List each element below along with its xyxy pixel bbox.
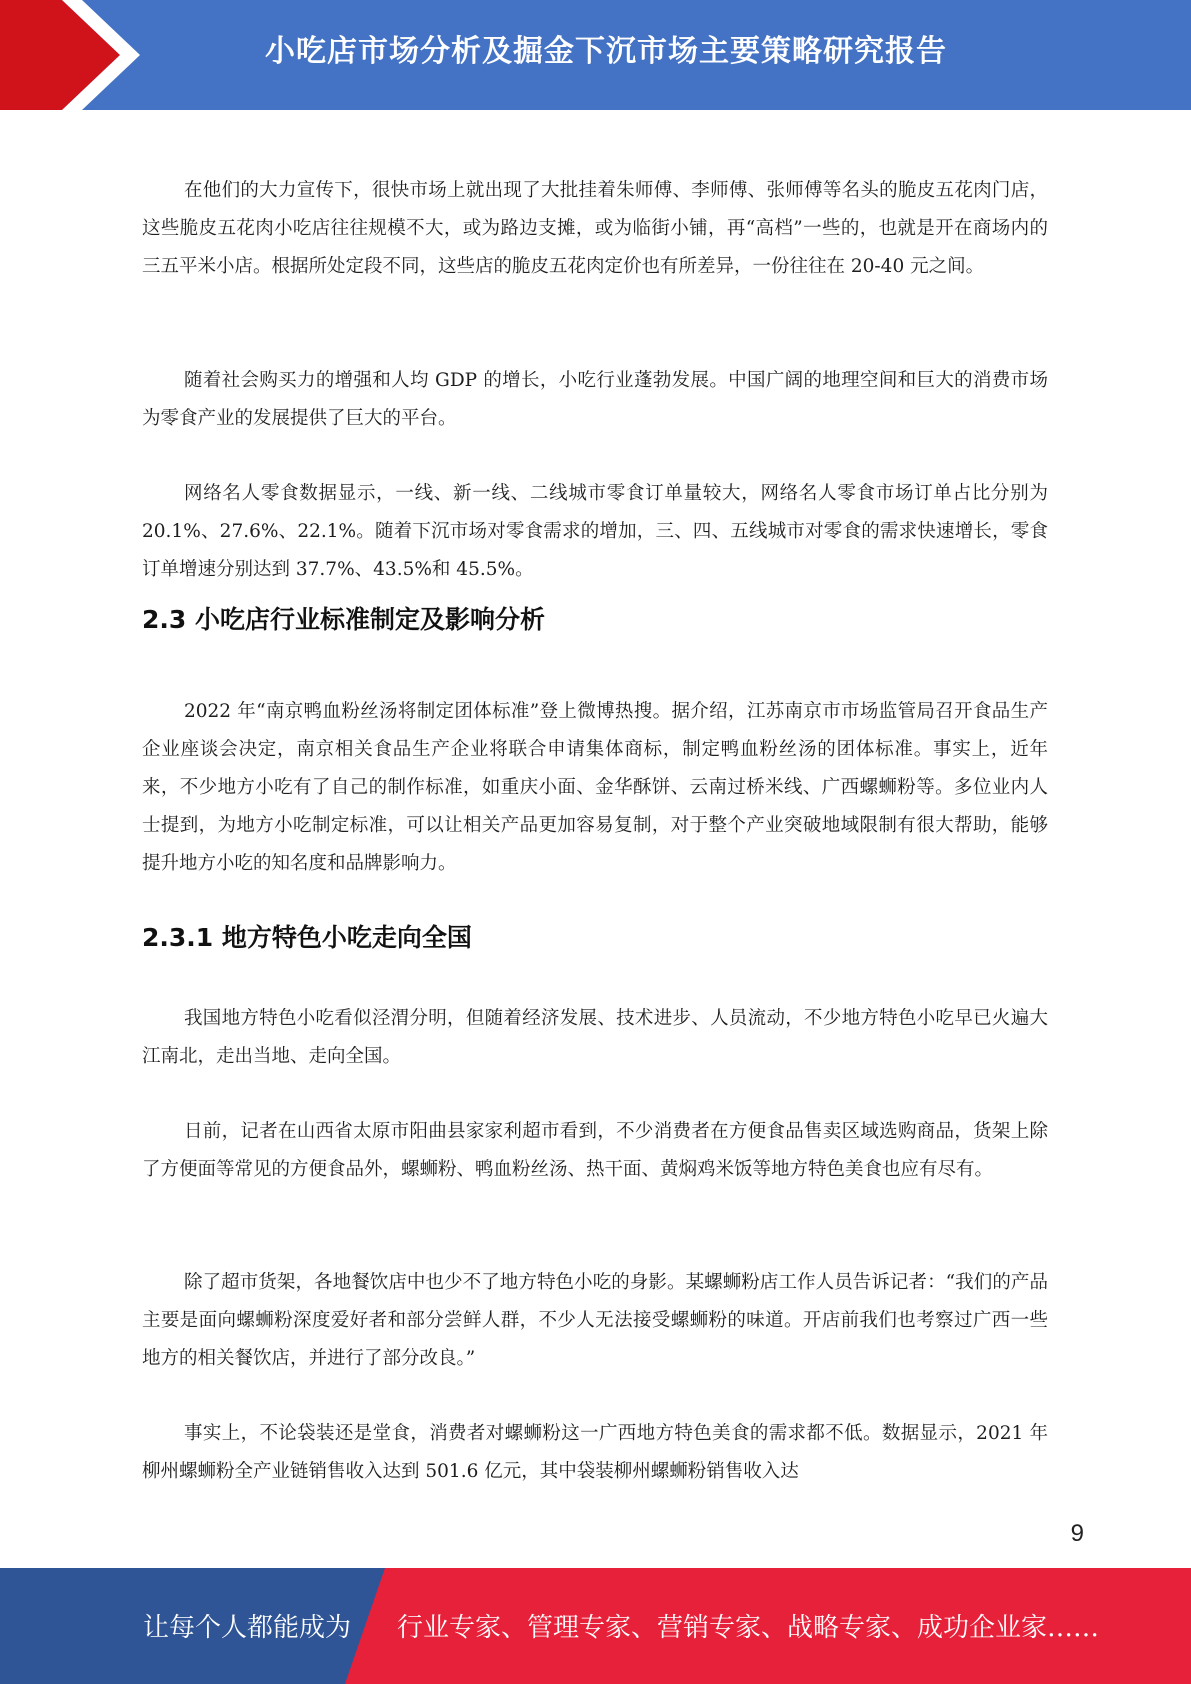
paragraph: 网络名人零食数据显示，一线、新一线、二线城市零食订单量较大，网络名人零食市场订单占比分别为 20.1%、27.6%、22.1%。随着下沉市场对零食需求的增加，三、四、五线城市对零食的需求快速增长，零食订单增速分别达到 37.7%、43.5%和 45.5%。 [142,483,1048,580]
paragraph: 我国地方特色小吃看似泾渭分明，但随着经济发展、技术进步、人员流动，不少地方特色小吃早已火遍大江南北，走出当地、走向全国。 [142,1008,1048,1067]
footer-slogan-right: 行业专家、管理专家、营销专家、战略专家、成功企业家…… [397,1613,1100,1643]
page-number: 9 [1070,1520,1084,1547]
paragraph: 事实上，不论袋装还是堂食，消费者对螺蛳粉这一广西地方特色美食的需求都不低。数据显示，2021 年柳州螺蛳粉全产业链销售收入达到 501.6 亿元，其中袋装柳州螺蛳粉销售收入达 [142,1423,1048,1482]
footer-slogan-left: 让每个人都能成为 [143,1613,352,1643]
paragraph: 2022 年“南京鸭血粉丝汤将制定团体标准”登上微博热搜。据介绍，江苏南京市市场监管局召开食品生产企业座谈会决定，南京相关食品生产企业将联合申请集体商标，制定鸭血粉丝汤的团体标准。事实上，近年来，不少地方小吃有了自己的制作标准，如重庆小面、金华酥饼、云南过桥米线、广西螺蛳粉等。多位业内人士提到，为地方小吃制定标准，可以让相关产品更加容易复制，对于整个产业突破地域限制有很大帮助，能够提升地方小吃的知名度和品牌影响力。 [142,701,1048,874]
red-chevron-decoration [0,0,160,110]
paragraph: 随着社会购买力的增强和人均 GDP 的增长，小吃行业蓬勃发展。中国广阔的地理空间和巨大的消费市场为零食产业的发展提供了巨大的平台。 [142,370,1048,429]
section-heading: 2.3 小吃店行业标准制定及影响分析 [142,605,545,634]
report-title: 小吃店市场分析及掘金下沉市场主要策略研究报告 [265,34,947,69]
paragraph: 除了超市货架，各地餐饮店中也少不了地方特色小吃的身影。某螺蛳粉店工作人员告诉记者：“我们的产品主要是面向螺蛳粉深度爱好者和部分尝鲜人群，不少人无法接受螺蛳粉的味道。开店前我们也考察过广西一些地方的相关餐饮店，并进行了部分改良。” [142,1272,1048,1369]
subsection-heading: 2.3.1 地方特色小吃走向全国 [142,923,472,952]
paragraph: 日前，记者在山西省太原市阳曲县家家利超市看到，不少消费者在方便食品售卖区域选购商品，货架上除了方便面等常见的方便食品外，螺蛳粉、鸭血粉丝汤、热干面、黄焖鸡米饭等地方特色美食也应有尽有。 [142,1121,1048,1180]
page-header [0,0,1191,110]
page-footer [0,1568,1191,1684]
paragraph: 在他们的大力宣传下，很快市场上就出现了大批挂着朱师傅、李师傅、张师傅等名头的脆皮五花肉门店，这些脆皮五花肉小吃店往往规模不大，或为路边支摊，或为临街小铺，再“高档”一些的，也就是开在商场内的三五平米小店。根据所处定段不同，这些店的脆皮五花肉定价也有所差异，一份往往在 20-40 元之间。 [142,180,1048,277]
